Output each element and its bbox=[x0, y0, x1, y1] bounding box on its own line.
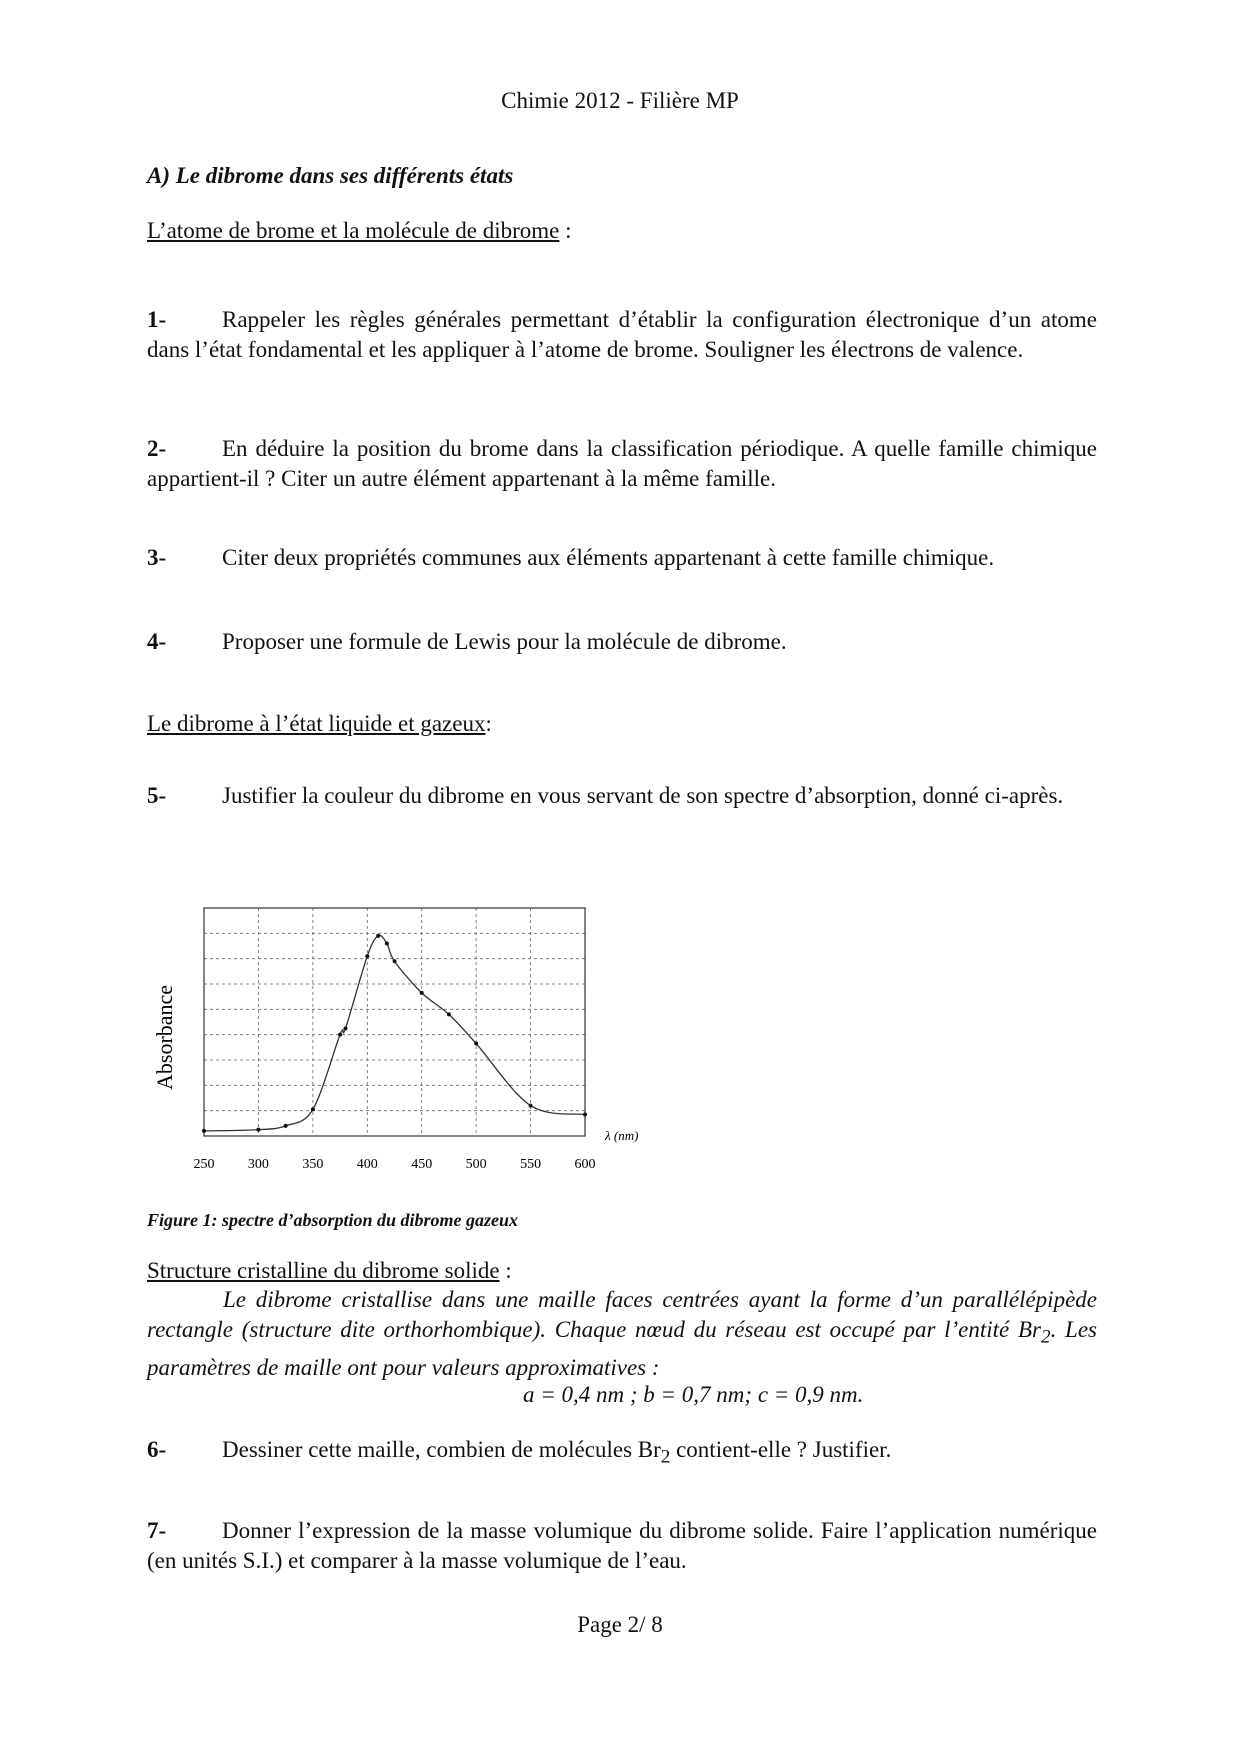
chart-x-tick-label: 600 bbox=[574, 1157, 596, 1172]
subheading-atom-tail: : bbox=[559, 218, 572, 243]
chart-data-point bbox=[474, 1042, 478, 1046]
chart-points bbox=[202, 934, 587, 1133]
chart-series-line bbox=[204, 935, 585, 1131]
question-4-number: 4- bbox=[147, 629, 167, 654]
question-2-text: En déduire la position du brome dans la classification périodique. A quelle famille chimique appartient-il ? Citer un autre élément appartenant à la même famille. bbox=[147, 436, 1097, 491]
chart-x-tick-label: 350 bbox=[302, 1157, 324, 1172]
chart-data-point bbox=[365, 954, 369, 958]
question-6-number: 6- bbox=[147, 1437, 167, 1462]
question-1-number: 1- bbox=[147, 307, 167, 332]
subheading-liquid-title: Le dibrome à l’état liquide et gazeux bbox=[147, 711, 486, 736]
chart-data-point bbox=[447, 1012, 451, 1016]
question-4-text: Proposer une formule de Lewis pour la molécule de dibrome. bbox=[222, 629, 787, 654]
question-3-number: 3- bbox=[147, 545, 167, 570]
lattice-parameters: a = 0,4 nm ; b = 0,7 nm; c = 0,9 nm. bbox=[523, 1382, 864, 1407]
chart-grid bbox=[204, 908, 585, 1136]
chart-data-point bbox=[393, 959, 397, 963]
chart-data-point bbox=[583, 1112, 587, 1116]
page-header: Chimie 2012 - Filière MP bbox=[501, 88, 739, 113]
chart-data-point bbox=[256, 1128, 260, 1132]
chart-x-label: λ (nm) bbox=[605, 1128, 639, 1143]
subheading-crystal-tail: : bbox=[499, 1258, 512, 1283]
chart-data-point bbox=[338, 1033, 342, 1037]
subheading-liquid-tail: : bbox=[485, 711, 492, 736]
crystal-text-2: . Les paramètres de maille ont pour valeurs approximatives : bbox=[147, 1317, 1098, 1380]
chart-x-tick-label: 550 bbox=[520, 1157, 542, 1172]
question-4 bbox=[147, 627, 1097, 657]
question-5 bbox=[147, 781, 1097, 811]
subheading-crystal-title: Structure cristalline du dibrome solide bbox=[147, 1258, 500, 1283]
chart-data-point bbox=[529, 1104, 533, 1108]
question-3-text: Citer deux propriétés communes aux éléments appartenant à cette famille chimique. bbox=[222, 545, 995, 570]
absorption-chart bbox=[140, 890, 660, 1190]
chart-data-point bbox=[385, 941, 389, 945]
chart-x-ticks bbox=[194, 1157, 596, 1172]
chart-data-point bbox=[311, 1107, 315, 1111]
chart-data-point bbox=[284, 1124, 288, 1128]
page-footer: Page 2/ 8 bbox=[577, 1612, 663, 1637]
question-6-text-after: contient-elle ? Justifier. bbox=[670, 1437, 892, 1462]
question-3 bbox=[147, 543, 1097, 573]
chart-data-point bbox=[344, 1026, 348, 1030]
chart-x-tick-label: 300 bbox=[247, 1157, 269, 1172]
question-7-text: Donner l’expression de la masse volumique du dibrome solide. Faire l’application numérique (en unités S.I.) et comparer à la masse volumique de l’eau. bbox=[147, 1518, 1097, 1573]
crystal-description bbox=[147, 1285, 1097, 1383]
subheading-atom-title: L’atome de brome et la molécule de dibrome bbox=[147, 218, 560, 243]
chart-x-tick-label: 500 bbox=[465, 1157, 487, 1172]
section-title: A) Le dibrome dans ses différents états bbox=[147, 163, 514, 188]
question-5-number: 5- bbox=[147, 783, 167, 808]
question-1 bbox=[147, 305, 1097, 365]
crystal-text-1: Le dibrome cristallise dans une maille faces centrées ayant la forme d’un parallélépipède rectangle (structure dite orthorhombique). Chaque nœud du réseau est occupé par l’entité Br bbox=[147, 1287, 1097, 1342]
subheading-crystal bbox=[147, 1258, 512, 1284]
chart-data-point bbox=[202, 1129, 206, 1133]
chart-frame bbox=[204, 908, 585, 1136]
question-7-number: 7- bbox=[147, 1518, 167, 1543]
question-6 bbox=[147, 1435, 1097, 1473]
question-5-text: Justifier la couleur du dibrome en vous servant de son spectre d’absorption, donné ci-après. bbox=[222, 783, 1064, 808]
question-6-text-before: Dessiner cette maille, combien de molécules Br bbox=[222, 1437, 661, 1462]
question-2-number: 2- bbox=[147, 436, 167, 461]
chart-x-tick-label: 400 bbox=[356, 1157, 378, 1172]
question-6-subscript: 2 bbox=[660, 1446, 671, 1468]
question-1-text: Rappeler les règles générales permettant d’établir la configuration électronique d’un atome dans l’état fondamental et les appliquer à l’atome de brome. Souligner les électrons de valence. bbox=[147, 307, 1097, 362]
chart-y-label: Absorbance bbox=[152, 984, 177, 1090]
subheading-liquid bbox=[147, 711, 492, 737]
chart-x-tick-label: 450 bbox=[411, 1157, 433, 1172]
chart-data-point bbox=[420, 991, 424, 995]
subheading-atom bbox=[147, 218, 572, 244]
crystal-br2-subscript: 2 bbox=[1041, 1326, 1051, 1348]
question-2 bbox=[147, 434, 1097, 494]
chart-data-point bbox=[376, 934, 380, 938]
question-7 bbox=[147, 1516, 1097, 1576]
figure-caption: Figure 1: spectre d’absorption du dibrome gazeux bbox=[147, 1210, 519, 1230]
chart-x-tick-label: 250 bbox=[193, 1157, 215, 1172]
